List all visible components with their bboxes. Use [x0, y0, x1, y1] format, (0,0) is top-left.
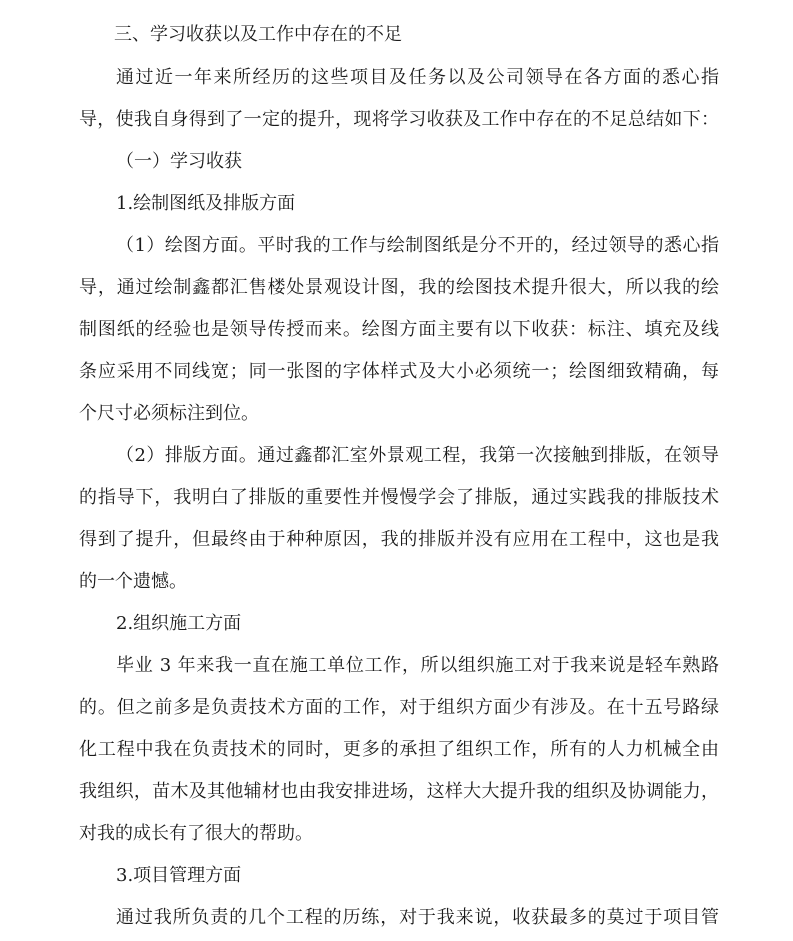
paragraph-line: 的一个遗憾。 — [79, 571, 187, 592]
paragraph-line: 化工程中我在负责技术的同时，更多的承担了组织工作，所有的人力机械全由 — [79, 739, 719, 760]
paragraph-line: 的。但之前多是负责技术方面的工作，对于组织方面少有涉及。在十五号路绿 — [79, 697, 719, 718]
paragraph-line: （2）排版方面。通过鑫都汇室外景观工程，我第一次接触到排版，在领导 — [116, 445, 719, 466]
paragraph-line: 通过我所负责的几个工程的历练，对于我来说，收获最多的莫过于项目管 — [116, 907, 719, 928]
item-heading: 2.组织施工方面 — [116, 613, 242, 634]
paragraph-line: （1）绘图方面。平时我的工作与绘制图纸是分不开的，经过领导的悉心指 — [116, 235, 719, 256]
paragraph-line: 毕业 3 年来我一直在施工单位工作，所以组织施工对于我来说是轻车熟路 — [116, 655, 719, 676]
paragraph-line: 的指导下，我明白了排版的重要性并慢慢学会了排版，通过实践我的排版技术 — [79, 487, 719, 508]
intro-line: 通过近一年来所经历的这些项目及任务以及公司领导在各方面的悉心指 — [116, 67, 719, 88]
paragraph-line: 导，通过绘制鑫都汇售楼处景观设计图，我的绘图技术提升很大，所以我的绘 — [79, 277, 719, 298]
paragraph-line: 我组织，苗木及其他辅材也由我安排进场，这样大大提升我的组织及协调能力， — [79, 781, 719, 802]
paragraph-line: 个尺寸必须标注到位。 — [79, 403, 259, 424]
paragraph-line: 得到了提升，但最终由于种种原因，我的排版并没有应用在工程中，这也是我 — [79, 529, 719, 550]
item-heading: 1.绘制图纸及排版方面 — [116, 193, 296, 214]
paragraph-line: 制图纸的经验也是领导传授而来。绘图方面主要有以下收获：标注、填充及线 — [79, 319, 719, 340]
intro-line: 导，使我自身得到了一定的提升，现将学习收获及工作中存在的不足总结如下： — [79, 109, 719, 130]
item-heading: 3.项目管理方面 — [116, 865, 242, 886]
paragraph-line: 对我的成长有了很大的帮助。 — [79, 823, 313, 844]
section-title: 三、学习收获以及工作中存在的不足 — [114, 24, 402, 45]
paragraph-line: 条应采用不同线宽；同一张图的字体样式及大小必须统一；绘图细致精确，每 — [79, 361, 719, 382]
subsection-heading: （一）学习收获 — [116, 151, 242, 172]
